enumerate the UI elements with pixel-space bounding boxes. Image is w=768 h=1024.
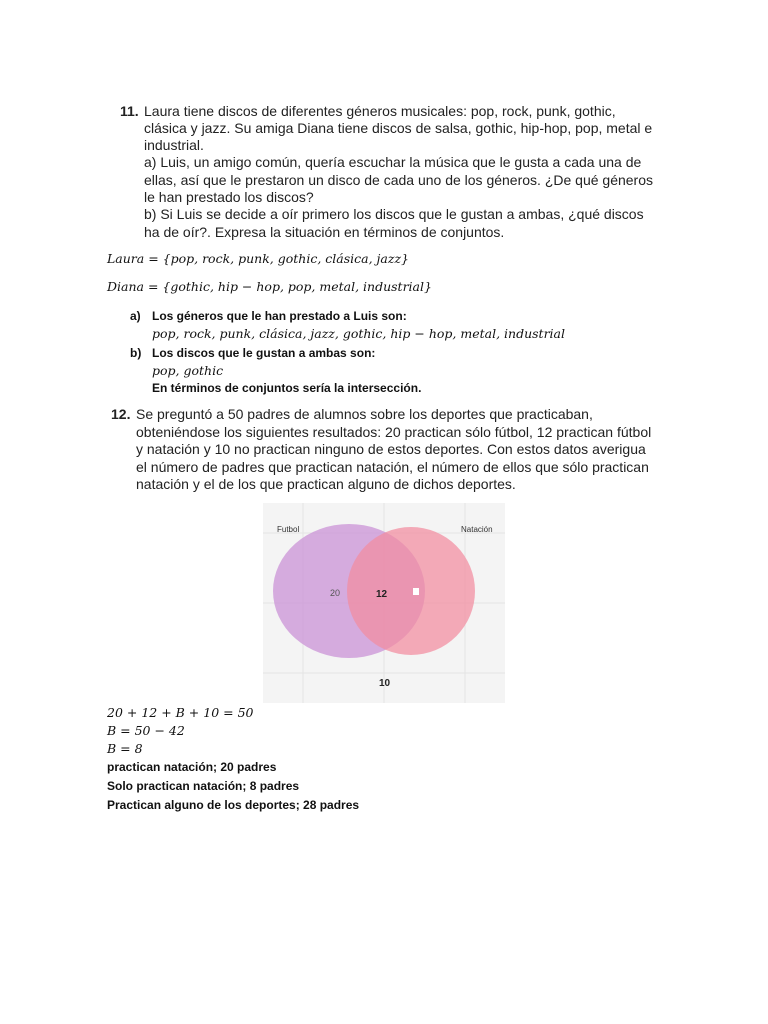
venn-circle-natacion: [347, 527, 475, 655]
venn-blank-marker: [413, 588, 419, 595]
problem-text-line: le han prestado los discos?: [144, 189, 314, 205]
venn-value-left-only: 20: [330, 588, 341, 598]
problem-text-line: Laura tiene discos de diferentes géneros musicales: pop, rock, punk, gothic,: [144, 103, 616, 119]
answer-b-label: Los discos que le gustan a ambas son:: [152, 346, 376, 360]
problem-text-line: y natación y 10 no practican ninguno de estos deportes. Con estos datos averigua: [136, 441, 646, 457]
equation-2: B = 50 − 42: [107, 723, 185, 738]
problem-number: 12.: [111, 406, 131, 422]
venn-value-intersection: 12: [376, 589, 388, 600]
problem-text-line: b) Si Luis se decide a oír primero los discos que le gustan a ambas, ¿qué discos: [144, 206, 644, 222]
answer-b-note: En términos de conjuntos sería la intersección.: [152, 381, 422, 395]
problem-text-line: a) Luis, un amigo común, quería escuchar la música que le gusta a cada una de: [144, 154, 642, 170]
answer-a-label: Los géneros que le han prestado a Luis son:: [152, 309, 407, 323]
equation-1: 20 + 12 + B + 10 = 50: [107, 705, 254, 720]
problem-text-line: ha de oír?. Expresa la situación en términos de conjuntos.: [144, 224, 505, 240]
problem-text-line: obteniéndose los siguientes resultados: 20 practican sólo fútbol, 12 practican fútbol: [136, 424, 652, 440]
problem-text-line: ellas, así que le prestaron un disco de cada uno de los géneros. ¿De qué géneros: [144, 172, 653, 188]
problem-number: 11.: [120, 103, 139, 119]
venn-label-futbol: Futbol: [277, 525, 300, 534]
result-natacion: practican natación; 20 padres: [107, 760, 277, 774]
answer-a-marker: a): [130, 309, 141, 323]
result-alguno: Practican alguno de los deportes; 28 padres: [107, 798, 360, 812]
venn-diagram: [263, 503, 505, 703]
problem-text-line: natación y el de los que practican alguno de dichos deportes.: [136, 476, 516, 492]
answer-a-value: pop, rock, punk, clásica, jazz, gothic, hip − hop, metal, industrial: [152, 326, 566, 341]
set-laura: Laura = {pop, rock, punk, gothic, clásica, jazz}: [107, 251, 409, 266]
venn-value-outside: 10: [379, 678, 391, 689]
venn-svg: [263, 503, 505, 703]
equation-3: B = 8: [107, 741, 143, 756]
venn-label-natacion: Natación: [461, 525, 493, 534]
problem-text-line: clásica y jazz. Su amiga Diana tiene discos de salsa, gothic, hip-hop, pop, metal e: [144, 120, 653, 136]
result-solo-natacion: Solo practican natación; 8 padres: [107, 779, 300, 793]
answer-b-value: pop, gothic: [152, 363, 224, 378]
answer-b-marker: b): [130, 346, 142, 360]
problem-text-line: industrial.: [144, 137, 204, 153]
set-diana: Diana = {gothic, hip − hop, pop, metal, industrial}: [107, 279, 432, 294]
problem-text-line: Se preguntó a 50 padres de alumnos sobre los deportes que practicaban,: [136, 406, 593, 422]
problem-text-line: el número de padres que practican natación, el número de ellos que sólo practican: [136, 459, 649, 475]
